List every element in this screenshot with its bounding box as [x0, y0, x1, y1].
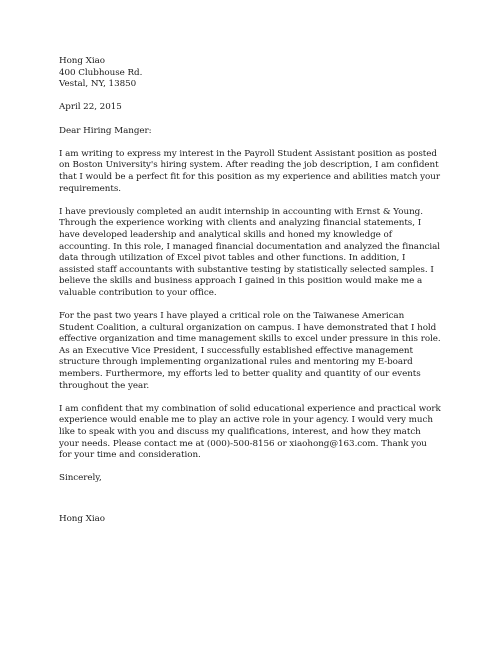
sender-address [59, 56, 441, 91]
sender-city-state-zip: Vestal, NY, 13850 [59, 79, 137, 90]
body-paragraph-2: I have previously completed an audit internship in accounting with Ernst & Young. Through the experience working with clients and analyzing financial statements, I have developed leadership and analytical skills and honed my knowledge of accounting. In this role, I managed financial documentation and analyzed the financial data through utilization of Excel pivot tables and other functions. In addition, I assisted staff accountants with substantive testing by statistically selected samples. I believe the skills and business approach I gained in this position would make me a valuable contribution to your office. [59, 206, 441, 298]
letter-page [59, 56, 441, 526]
body-paragraph-4: I am confident that my combination of solid educational experience and practical work experience would enable me to play an active role in your agency. I would very much like to speak with you and discuss my qualifications, interest, and how they match your needs. Please contact me at (000)-500-8156 or xiaohong@163.com. Thank you for your time and consideration. [59, 403, 441, 461]
body-paragraph-3: For the past two years I have played a critical role on the Taiwanese American Student Coalition, a cultural organization on campus. I have demonstrated that I hold effective organization and time management skills to excel under pressure in this role. As an Executive Vice President, I successfully established effective management structure through implementing organizational rules and mentoring my E-board members. Furthermore, my efforts led to better quality and quantity of our events throughout the year. [59, 311, 441, 391]
sender-name: Hong Xiao [59, 56, 105, 66]
sender-street: 400 Clubhouse Rd. [59, 67, 143, 78]
salutation: Dear Hiring Manger: [59, 125, 152, 136]
closing: Sincerely, [59, 473, 102, 484]
letter-date: April 22, 2015 [59, 102, 122, 113]
signature-name: Hong Xiao [59, 513, 105, 524]
body-paragraph-1: I am writing to express my interest in the Payroll Student Assistant position as posted on Boston University's hiring system. After reading the job description, I am confident that I would be a perfect fit for this position as my experience and abilities match your requirements. [59, 148, 440, 194]
